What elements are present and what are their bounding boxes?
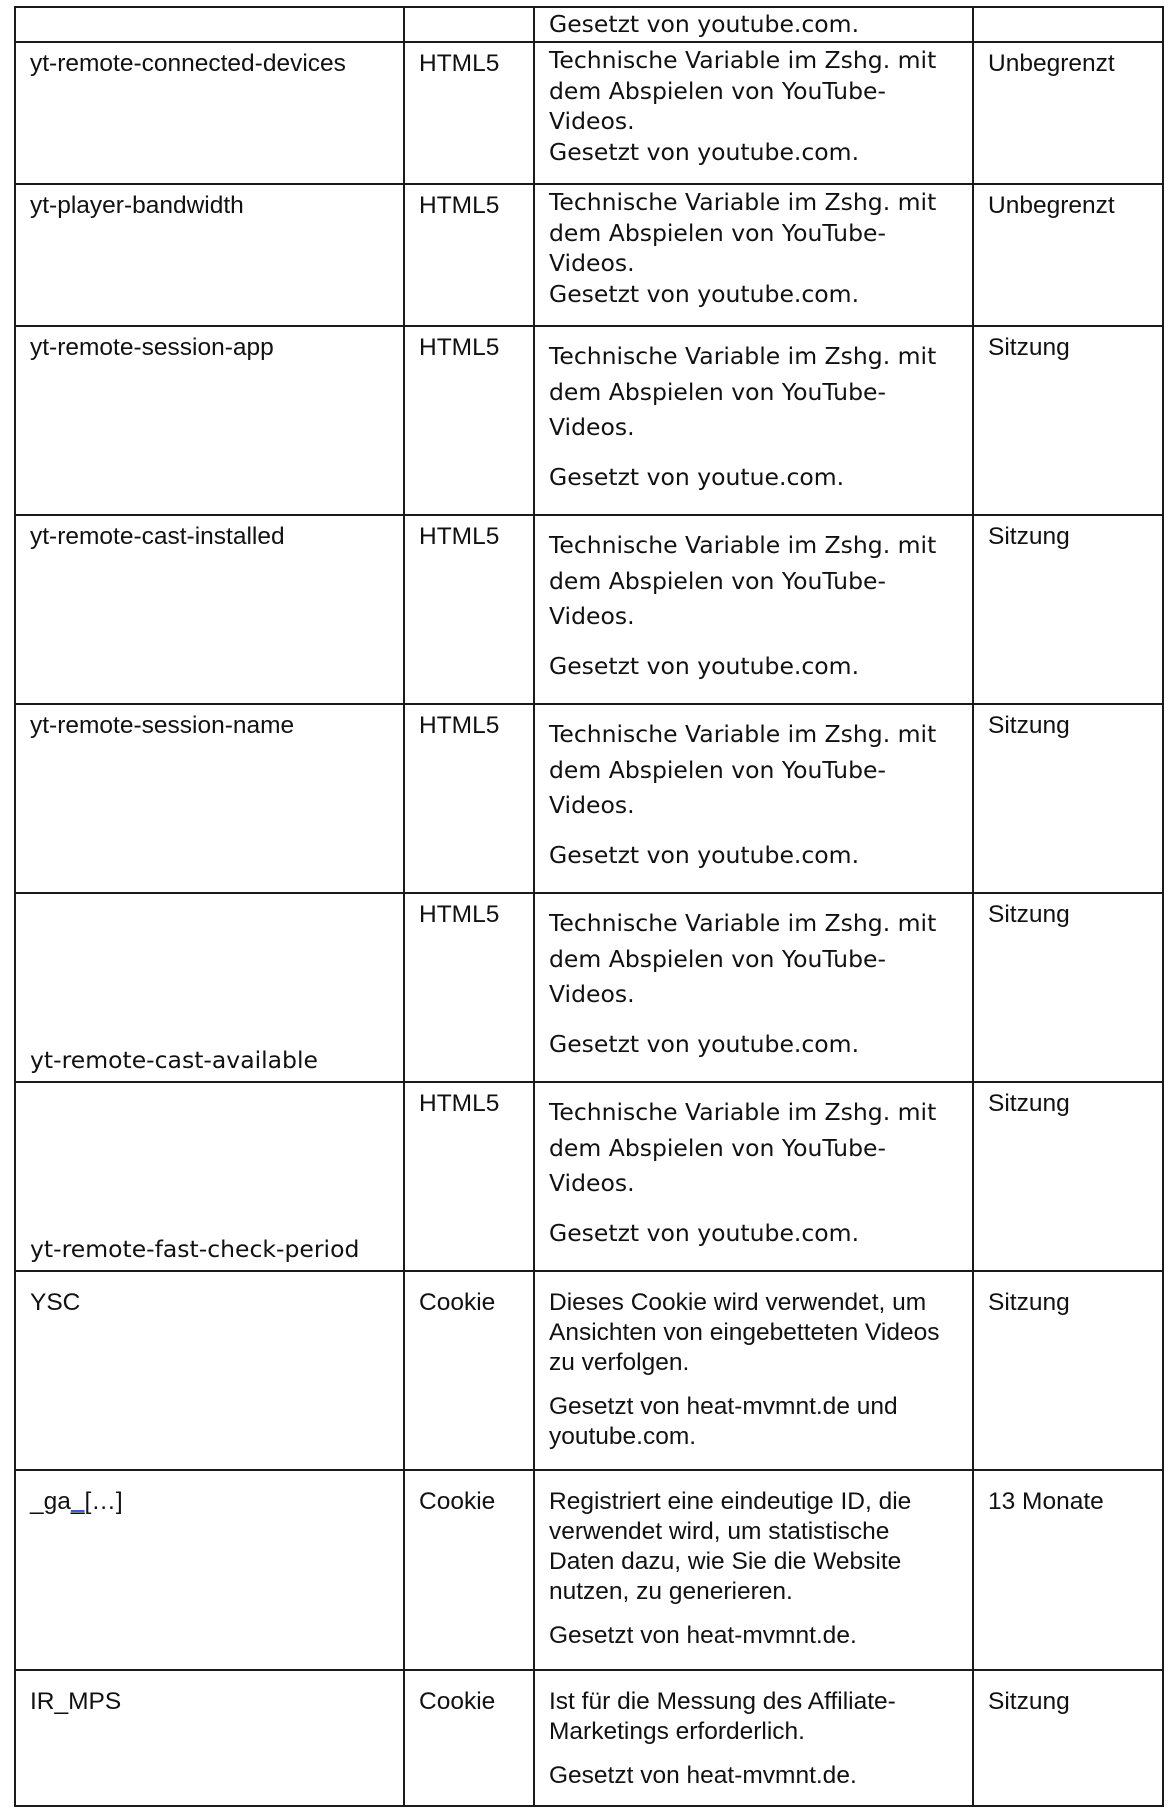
cookie-type-cell xyxy=(404,704,534,893)
cookie-name-cell xyxy=(15,1470,404,1670)
cookie-description: Technische Variable im Zshg. mit dem Abspielen von YouTube-Videos. xyxy=(549,342,937,441)
cookie-name: yt-remote-cast-available xyxy=(30,1046,318,1074)
cookie-description-cell xyxy=(534,893,973,1082)
cookie-type-cell xyxy=(404,1271,534,1470)
cookie-name: _ga_[…] xyxy=(30,1488,123,1515)
cookie-duration-cell xyxy=(973,42,1163,184)
cookie-duration: Sitzung xyxy=(988,901,1070,928)
cookie-duration-cell xyxy=(973,515,1163,704)
cookie-type: HTML5 xyxy=(419,192,500,219)
cookie-name: yt-remote-connected-devices xyxy=(30,50,346,77)
cookie-set-by: Gesetzt von heat-mvmnt.de. xyxy=(549,1622,857,1649)
cookie-type: Cookie xyxy=(419,1688,496,1715)
cookie-table xyxy=(14,6,1164,1807)
cookie-set-by: Gesetzt von youtube.com. xyxy=(549,10,860,38)
table-row xyxy=(15,515,1163,704)
cookie-description: Dieses Cookie wird verwendet, um Ansichten von eingebetteten Videos zu verfolgen. xyxy=(549,1289,940,1376)
cookie-description: Technische Variable im Zshg. mit dem Abspielen von YouTube-Videos. xyxy=(549,188,937,277)
cookie-type: HTML5 xyxy=(419,334,500,361)
cookie-description-cell xyxy=(534,184,973,326)
cookie-type: HTML5 xyxy=(419,712,500,739)
table-row xyxy=(15,893,1163,1082)
cookie-type-cell xyxy=(404,515,534,704)
table-row xyxy=(15,42,1163,184)
cookie-name-cell xyxy=(15,7,404,42)
cookie-name: yt-player-bandwidth xyxy=(30,192,244,219)
cookie-duration: Sitzung xyxy=(988,1289,1070,1316)
table-row xyxy=(15,1470,1163,1670)
cookie-duration: Sitzung xyxy=(988,712,1070,739)
cookie-type-cell xyxy=(404,7,534,42)
cookie-type: Cookie xyxy=(419,1488,496,1515)
cookie-set-by: Gesetzt von youtube.com. xyxy=(549,1218,860,1247)
cookie-duration-cell xyxy=(973,1470,1163,1670)
cookie-type-cell xyxy=(404,1670,534,1806)
cookie-set-by: Gesetzt von youtube.com. xyxy=(549,279,860,308)
cookie-duration-cell xyxy=(973,326,1163,515)
cookie-duration: Unbegrenzt xyxy=(988,192,1115,219)
cookie-duration: 13 Monate xyxy=(988,1488,1104,1515)
table-row xyxy=(15,1271,1163,1470)
document-page xyxy=(14,6,1162,1807)
cookie-name-cell xyxy=(15,42,404,184)
table-row xyxy=(15,184,1163,326)
table-row xyxy=(15,7,1163,42)
cookie-name-cell xyxy=(15,1271,404,1470)
cookie-type-cell xyxy=(404,1082,534,1271)
cookie-duration: Sitzung xyxy=(988,1688,1070,1715)
cookie-type-cell xyxy=(404,1470,534,1670)
cookie-set-by: Gesetzt von youtube.com. xyxy=(549,1029,860,1058)
cookie-name: yt-remote-cast-installed xyxy=(30,523,285,550)
cookie-duration-cell xyxy=(973,1271,1163,1470)
cookie-description-cell xyxy=(534,1670,973,1806)
cookie-set-by: Gesetzt von youtube.com. xyxy=(549,840,860,869)
cookie-duration-cell xyxy=(973,893,1163,1082)
cookie-name-cell xyxy=(15,184,404,326)
cookie-description: Technische Variable im Zshg. mit dem Abspielen von YouTube-Videos. xyxy=(549,1098,937,1197)
cookie-description-cell xyxy=(534,515,973,704)
cookie-description: Registriert eine eindeutige ID, die verwendet wird, um statistische Daten dazu, wie Sie die Website nutzen, zu generieren. xyxy=(549,1488,912,1605)
cookie-description-cell xyxy=(534,42,973,184)
cookie-set-by: Gesetzt von heat-mvmnt.de. xyxy=(549,1762,857,1789)
cookie-description-cell xyxy=(534,1271,973,1470)
table-row xyxy=(15,704,1163,893)
cookie-type-cell xyxy=(404,184,534,326)
table-row xyxy=(15,1670,1163,1806)
cookie-duration-cell xyxy=(973,1082,1163,1271)
cookie-name: yt-remote-fast-check-period xyxy=(30,1235,360,1263)
cookie-type: HTML5 xyxy=(419,523,500,550)
cookie-name: yt-remote-session-app xyxy=(30,334,274,361)
table-row xyxy=(15,1082,1163,1271)
cookie-duration-cell xyxy=(973,704,1163,893)
cookie-set-by: Gesetzt von heat-mvmnt.de und youtube.com. xyxy=(549,1393,898,1450)
table-row xyxy=(15,326,1163,515)
cookie-duration: Unbegrenzt xyxy=(988,50,1115,77)
cookie-description-cell xyxy=(534,1470,973,1670)
cookie-description: Technische Variable im Zshg. mit dem Abspielen von YouTube-Videos. xyxy=(549,909,937,1008)
cookie-duration: Sitzung xyxy=(988,1090,1070,1117)
cookie-description: Ist für die Messung des Affiliate-Marketings erforderlich. xyxy=(549,1688,896,1745)
cookie-set-by: Gesetzt von youtube.com. xyxy=(549,137,860,166)
cookie-type: Cookie xyxy=(419,1289,496,1316)
cookie-description-cell xyxy=(534,326,973,515)
cookie-description-cell xyxy=(534,1082,973,1271)
cookie-duration-cell xyxy=(973,1670,1163,1806)
cookie-duration-cell xyxy=(973,184,1163,326)
cookie-duration-cell xyxy=(973,7,1163,42)
cookie-name: yt-remote-session-name xyxy=(30,712,295,739)
cookie-name-cell xyxy=(15,326,404,515)
cookie-name: IR_MPS xyxy=(30,1688,122,1715)
cookie-duration: Sitzung xyxy=(988,334,1070,361)
cookie-name-cell xyxy=(15,1082,404,1271)
cookie-name-cell xyxy=(15,704,404,893)
cookie-name-cell xyxy=(15,1670,404,1806)
cookie-set-by: Gesetzt von youtube.com. xyxy=(549,651,860,680)
cookie-name: YSC xyxy=(30,1289,81,1316)
cookie-type-cell xyxy=(404,42,534,184)
cookie-name-cell xyxy=(15,893,404,1082)
comment-mark: _ xyxy=(70,1488,85,1515)
cookie-description: Technische Variable im Zshg. mit dem Abspielen von YouTube-Videos. xyxy=(549,46,937,135)
cookie-type: HTML5 xyxy=(419,901,500,928)
cookie-description-cell xyxy=(534,704,973,893)
cookie-description: Technische Variable im Zshg. mit dem Abspielen von YouTube-Videos. xyxy=(549,720,937,819)
cookie-description: Technische Variable im Zshg. mit dem Abspielen von YouTube-Videos. xyxy=(549,531,937,630)
cookie-type-cell xyxy=(404,326,534,515)
cookie-type: HTML5 xyxy=(419,1090,500,1117)
cookie-description-cell xyxy=(534,7,973,42)
cookie-duration: Sitzung xyxy=(988,523,1070,550)
cookie-name-cell xyxy=(15,515,404,704)
cookie-type: HTML5 xyxy=(419,50,500,77)
cookie-type-cell xyxy=(404,893,534,1082)
cookie-set-by: Gesetzt von youtue.com. xyxy=(549,462,845,491)
